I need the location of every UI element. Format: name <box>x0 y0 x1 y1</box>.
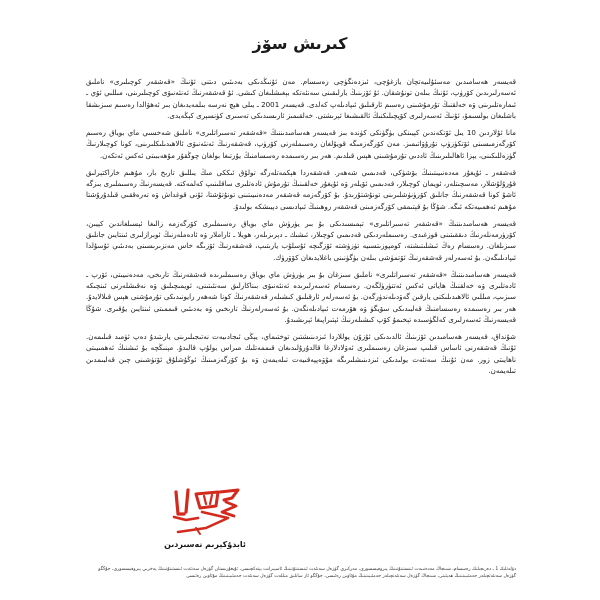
paragraph: قەيسەر ھەسامىدىننىڭ «قەشقەر تەسىراتلىرى» ناملىق سىزغان بۇ بىر يۈرۈش ماي بوياق رەسىملىرىدە قەشقەرنىڭ تارىخى، مەدەنىيىتى، ئۆرپ ـ ئادەتلىرى ۋە خەلقنىڭ ھاياتى ئەكس ئەتتۈرۈلگەن. رەسسام ئەسەرلىرىدە ئەنئەنىۋى بىناكارلىق سەنئىتىنى، ئويمىچىلىق ۋە نەقىشلەرنى ئىنچىكە سىزىپ، مىللىي ئالاھىدىلىكنى يارقىن گەۋدىلەندۈرگەن. بۇ ئەسەرلەر ئارقىلىق كىشىلەر قەشقەرنىڭ كونا شەھەر رايونىدىكى تۇرمۇشنى ھېس قىلالايدۇ. ھەر بىر رەسىمدە رەسسامنىڭ قەلبىدىكى سۆيگۈ ۋە ھۆرمەت ئىپادىلەنگەن. بۇ ئەسەرلەرنىڭ تارىخىي ۋە بەدىئىي قىممىتى ئىنتايىن يۇقىرى. شۇڭا قەيسەرنىڭ ئەسەرلىرى كەلگۈسىدە تېخىمۇ كۆپ كىشىلەرنىڭ ئېتىراپىغا ئېرىشىدۇ. <box>86 269 516 324</box>
signatory-name: ئابدۇكېرىم نەسىردىن <box>164 540 246 549</box>
paragraph: قەشقەر ـ ئۇيغۇر مەدەنىيىتىنىڭ بۆشۈكى، قەدىمىي شەھەر. قەشقەردا ھېكمەتلەرگە تولۇق ئىككى مىڭ يىللىق تارىخ بار، مۇھىم خاراكتېرلىق قۇرۇلۇشلار، مەسچىتلەر، ئويمان كوچىلار، قەدىمىي ئۆيلەر ۋە ئۇيغۇر خەلقىنىڭ تۇرمۇش ئادەتلىرى ساقلىنىپ كەلمەكتە. قەيسەرنىڭ رەسىملىرى بىزگە ئاشۇ كونا قەشقەرنىڭ جانلىق كۆرۈنۈشلىرىنى تونۇشتۇرىدۇ. بۇ كۆرگەزمە قەشقەر مەدەنىيىتىنى تونۇتۇشتا، ئۇنى قوغداش ۋە تەرەققىي قىلدۇرۇشتا مۇھىم ئەھمىيەتكە ئىگە. شۇڭا بۇ قېتىمقى كۆرگەزمىنى قەشقەر روھىنىڭ ئىپادىسى دېيىشكە بولىدۇ. <box>86 167 516 211</box>
document-body <box>86 76 516 376</box>
author-credentials: دۆلەتلىك 1 ـ دەرىجىلىك رەسسام، شىنجاڭ مەدەنىيەت ئىنستىتۇتىنىڭ پىروفېسسورى، مەركىزى گۈزەل سەنئەت ئىنستىتۇتىنىڭ ئاسپىرانت يېتەكچىسى، ئۇيغۇرىستان گۈزەل سەنئەت ئىنستىتۇتىنىڭ پەخرىي پىروفېسسورى، جۇڭگو گۈزەل سەنئەتچىلەر جەمئىيىتىنىڭ ھەيئىتى، شىنجاڭ گۈزەل سەنئەتچىلەر جەمئىيىتىنىڭ مۇئاۋىن رەئىسى، جۇڭگو ئاز سانلىق مىللەت گۈزەل سەنئەت جەمئىيىتىنىڭ مۇئاۋىن رەئىسى <box>98 567 516 579</box>
handwritten-signature <box>166 484 244 536</box>
paragraph: مانا ئۇلاردىن 10 يىل ئۆتكەندىن كېيىنكى بۈگۈنكى كۈندە بىز قەيسەر ھەسامىدىننىڭ «قەشقەر تەسىراتلىرى» ناملىق شەخسىي ماي بوياق رەسىم كۆرگەزمىسىنى ئۆتكۈزۈپ تۇرۇۋاتىمىز. مەن كۆرگەزمىگە قويۇلغان رەسىملەرنى كۆرۈپ، قەشقەرنىڭ ئەنئەنىۋى ئالاھىدىلىكلىرىنى، كونا كوچىلارنىڭ گۈزەللىكىنى، يېزا ئاھالىلىرىنىڭ ئاددىي تۇرمۇشىنى ھېس قىلدىم. ھەر بىر رەسىمدە رەسسامنىڭ يۇرتىغا بولغان چوڭقۇر مۇھەببىتى ئەكس ئەتكەن. <box>86 128 516 160</box>
document-title: كىرىش سۆز <box>252 34 348 53</box>
paragraph: قەيسەر ھەسامىدىن مەسئۇلىيەتچان يازغۇچى، ئىزدەنگۈچى رەسسام. مەن ئۇنىڭدىكى بەدىئىي دىتنى ئۇنىڭ «قەشقەر كوچىلىرى» ناملىق ئەسەرلىرىدىن كۆرۈپ، ئۇنىڭ بىلەن تونۇشقان. ئۇ ئۆزىنىڭ بارلىقىنى سەنئەتكە بېغىشلىغان كىشى. ئۇ قەشقەرنىڭ ئەنئەنىۋى كوچىلىرىنى، مىللىي ئۆي ـ ئىمارەتلىرىنى ۋە خەلقنىڭ تۇرمۇشىنى رەسىم ئارقىلىق ئىپادىلەپ كەلدى. قەيسەر 2001 ـ يىلى ھېچ نەرسە بىلمەيدىغان بىر ئەھۋالدا رەسىم سىزىشقا باشلىغان بولسىمۇ، ئۇنىڭ ئەسەرلىرى كۆپچىلىكنىڭ ئالقىشىغا ئېرىشتى. خەلقىمىز ئارىسىدىكى تەسىرى كۈنسېرى كېڭەيدى. <box>86 77 516 120</box>
paragraph: شۇنداق، قەيسەر ھەسامىدىن ئۆزىنىڭ ئالدىدىكى ئۇزۇن يوللاردا ئىزدىنىشتىن توختىماي، يېڭى ئىجادىيەت نەتىجىلىرىنى يارىتىدۇ دەپ ئۈمىد قىلىمەن. ئۇنىڭ قەشقەرنى ئاساس قىلىپ سىزغان رەسىملىرى ئەۋلادلارغا قالدۇرۇلىدىغان قىممەتلىك مىراس بولۇپ قالىدۇ. مېنىڭچە بۇ ئىشنىڭ ئەھمىيىتى ناھايىتى زور. مەن ئۇنىڭ سەنئەت يولىدىكى ئىزدىنىشلىرىگە مۇۋەپپەقىيەت تىلەيمەن ۋە بۇ كۆرگەزمىنىڭ ئوڭۇشلۇق ئۆتۈشىنى چىن قەلبىمدىن تىلەيمەن. <box>86 332 516 375</box>
paragraph: قەيسەر ھەسامىدىننىڭ «قەشقەر تەسىراتلىرى» تېمىسىدىكى بۇ بىر يۈرۈش ماي بوياق رەسىملىرى كۆرگەزمە زالىغا ئېسىلغاندىن كېيىن، كۆرۈرمەنلەرنىڭ دىققىتىنى قوزغىدى. رەسىملەردىكى قەدىمىي كوچىلار، ئىشىك ـ دېرىزىلەر، ھويلا ـ ئاراملار ۋە ئادەملەرنىڭ ئوبرازلىرى ئىنتايىن جانلىق سىزىلغان. رەسسام رەڭ ئىشلىتىشتە، كومپوزىتسىيە تۈزۈشتە ئۆزگىچە ئۇسلۇب يارىتىپ، قەشقەرنىڭ ئۆزىگە خاس مەنزىرىسىنى بەدىئىي ئۇسۇلدا ئىپادىلىگەن. بۇ ئەسەرلەر قەشقەرنىڭ ئۆتمۈشى بىلەن بۈگۈنىنى باغلايدىغان كۆۋرۈك. <box>86 218 516 262</box>
